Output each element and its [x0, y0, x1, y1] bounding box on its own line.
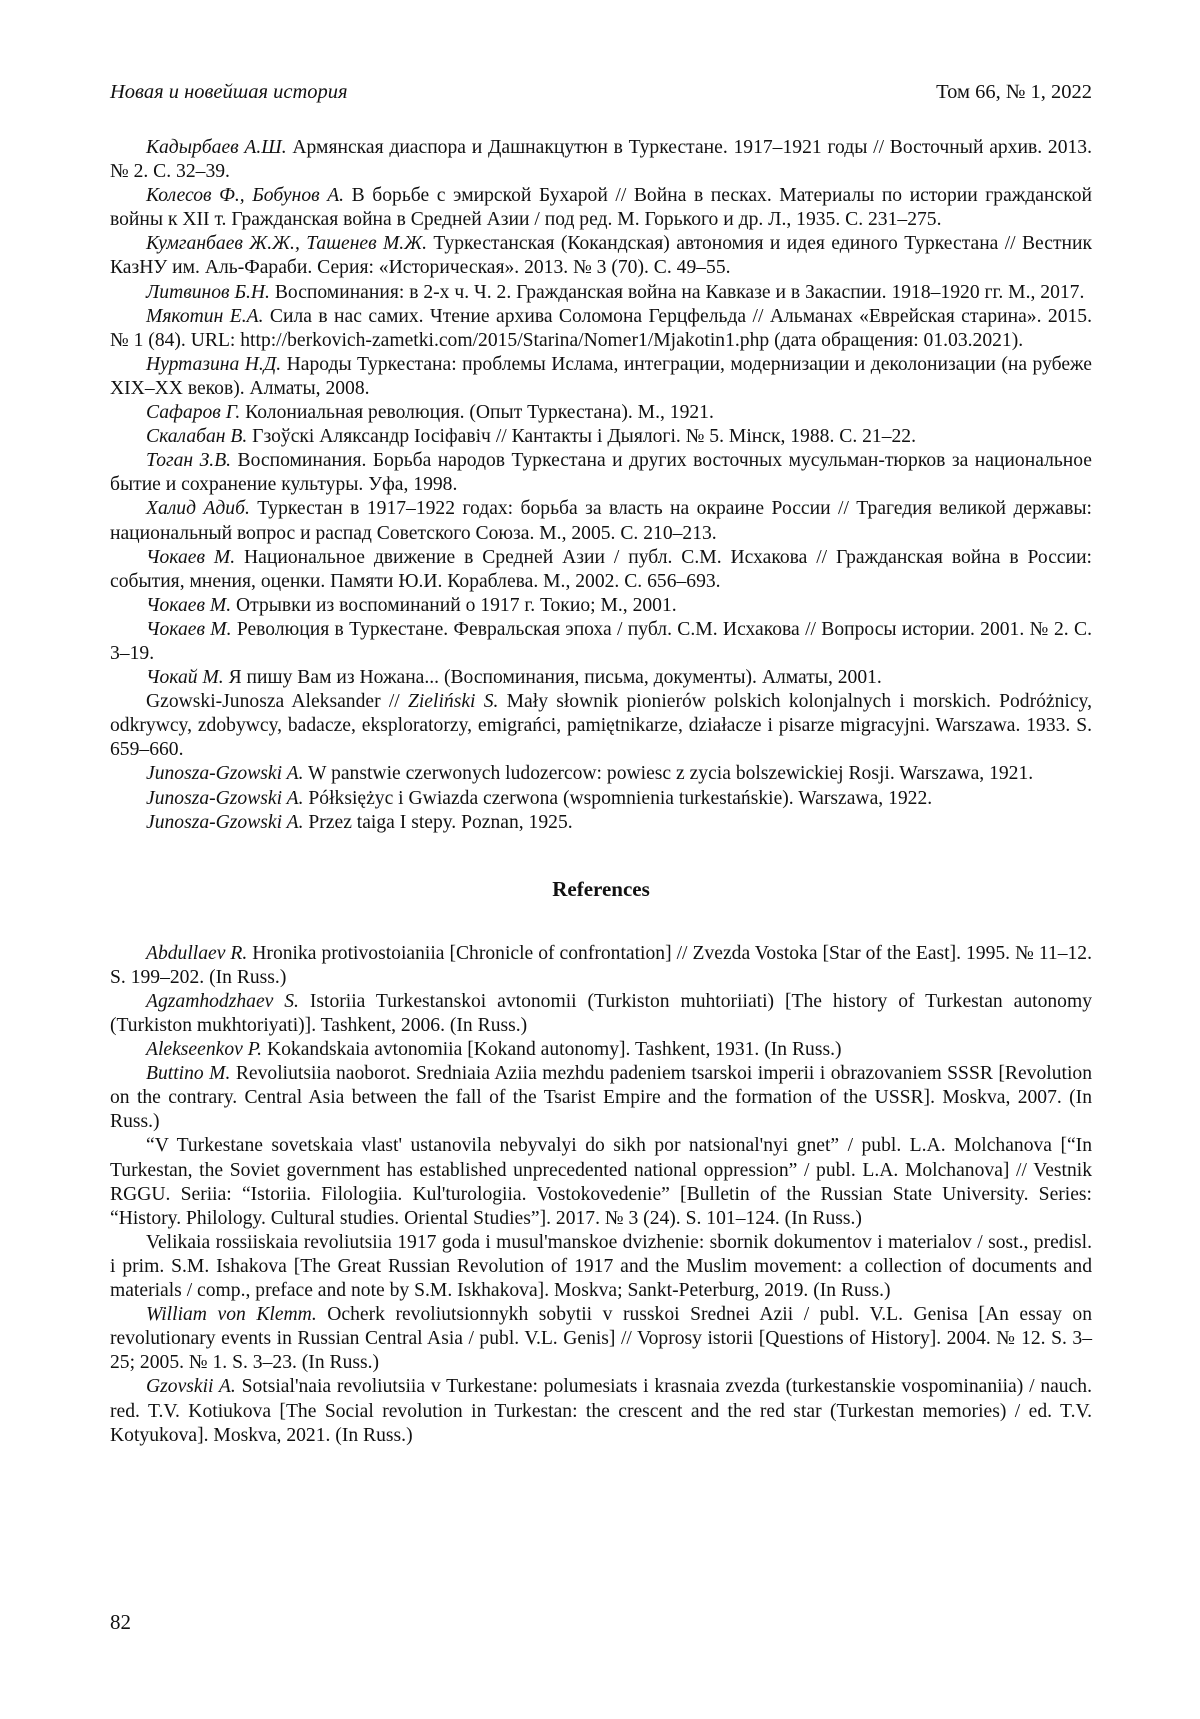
- bibliography-entry: [110, 184, 1092, 232]
- entry-text: Velikaia rossiiskaia revoliutsiia 1917 goda i musul'manskoe dvizhenie: sbornik dokumentov i materi­alov / sost., predisl. i prim. S.M. Ishakova [The Great Russian Revolution of 1917 and the Muslim move­ment: a collection of documents and materials / comp., preface and note by S.M. Iskhakova]. Moskva; Sankt-Peterburg, 2019. (In Russ.): [110, 1232, 1092, 1301]
- entry-text: Sotsial'naia revoliutsiia v Turkestane: polumesiats i krasnaia zvezda (turkestanskie vospo­minaniia) / nauch. red. T.V. Kotiukova [The Social revolution in Turkestan: the crescent and the red star (Turkestan memories) / ed. T.V. Kotyukova]. Moskva, 2021. (In Russ.): [110, 1376, 1092, 1445]
- entry-authors: Agzamhodzhaev S.: [146, 991, 299, 1012]
- entry-text: Istoriia Turkestanskoi avtonomii (Turkiston muhtoriiati) [The history of Turkestan autonomy (Turkiston mukhtoriyati)]. Tashkent, 2006. (In Russ.): [110, 991, 1092, 1036]
- issue-info: Том 66, № 1, 2022: [936, 80, 1092, 104]
- entry-authors: Мякотин Е.А.: [146, 306, 263, 327]
- page-number: 82: [110, 1610, 131, 1634]
- entry-text: Народы Туркестана: проблемы Ислама, интеграции, модернизации и деколо­низации (на рубеже XIX–XX веков). Алматы, 2008.: [110, 354, 1092, 399]
- entry-authors: Халид Адиб.: [146, 498, 250, 519]
- entry-authors: Чокаев М.: [146, 547, 235, 568]
- entry-authors: Кумганбаев Ж.Ж., Ташенев М.Ж.: [146, 233, 427, 254]
- entry-text: Hronika protivostoianiia [Chronicle of confrontation] // Zvezda Vostoka [Star of the East]. 1995. № 11–12. S. 199–202. (In Russ.): [110, 943, 1092, 988]
- entry-text: Kokandskaia avtonomiia [Kokand autonomy]. Tashkent, 1931. (In Russ.): [262, 1039, 841, 1060]
- entry-authors: Сафаров Г.: [146, 402, 240, 423]
- entry-authors: Junosza-Gzowski A.: [146, 812, 303, 833]
- entry-text: Я пишу Вам из Ножана... (Воспоминания, письма, документы). Алматы, 2001.: [224, 667, 882, 688]
- bibliography-entry: [110, 811, 1092, 835]
- page-content: [110, 136, 1092, 1448]
- reference-entry: [110, 990, 1092, 1038]
- entry-prefix: Gzowski-Junosza Aleksander //: [146, 691, 408, 712]
- entry-text: Отрывки из воспоминаний о 1917 г. Токио; М., 2001.: [231, 595, 677, 616]
- entry-text: Туркестанская (Кокандская) автономия и идея единого Турке­стана // Вестник КазНУ им. Аль-Фараби. Серия: «Историческая». 2013. № 3 (70). С. 49–55.: [110, 233, 1092, 278]
- bibliography-entry: [110, 281, 1092, 305]
- entry-text: Национальное движение в Средней Азии / публ. С.М. Исхакова // Гражданская вой­на в России: события, мнения, оценки. Памяти Ю.И. Кораблева. М., 2002. С. 656–693.: [110, 547, 1092, 592]
- bibliography-entry: [110, 305, 1092, 353]
- reference-entry: [110, 1062, 1092, 1134]
- entry-text: “V Turkestane sovetskaia vlast' ustanovila nebyvalyi do sikh por natsional'nyi gnet” / publ. L.A. Mol­chanova [“In Turkestan, the Soviet government has established unprecedented national oppression” / publ. L.A. Molchanova] // Vestnik RGGU. Seriia: “Istoriia. Filologiia. Kul'turologiia. Vostokovedenie” [Bulletin of the Russian State University. Series: “History. Philology. Cultural studies. Oriental Studies”]. 2017. № 3 (24). S. 101–124. (In Russ.): [110, 1135, 1092, 1228]
- entry-authors: William von Klemm.: [146, 1304, 317, 1325]
- bibliography-entry: [110, 497, 1092, 545]
- entry-authors: Тоган З.В.: [146, 450, 231, 471]
- bibliography-list: [110, 136, 1092, 835]
- entry-text: Półksiężyc i Gwiazda czerwona (wspomnienia turkestańskie). Warszawa, 1922.: [303, 788, 932, 809]
- bibliography-entry: [110, 666, 1092, 690]
- reference-entry: [110, 1038, 1092, 1062]
- entry-text: Армянская диаспора и Дашнакцутюн в Туркестане. 1917–1921 годы // Восточ­ный архив. 2013. № 2. С. 32–39.: [110, 137, 1092, 182]
- entry-authors: Buttino M.: [146, 1063, 230, 1084]
- reference-entry: [110, 1375, 1092, 1447]
- entry-text: В борьбе с эмирской Бухарой // Война в песках. Материалы по истории гражданской войны к XII т. Гражданская война в Средней Азии / под ред. М. Горького и др. Л., 1935. С. 231–275.: [110, 185, 1092, 230]
- bibliography-entry: [110, 787, 1092, 811]
- bibliography-entry: [110, 136, 1092, 184]
- entry-text: Гзоўскі Аляксандр Іосіфавіч // Кантакты і Дыялогі. № 5. Мінск, 1988. С. 21–22.: [247, 426, 916, 447]
- references-heading: References: [110, 876, 1092, 902]
- entry-text: Mały słownik pionierów polskich kolonjalnych i morskich. Podróżnicy, odkrywcy, zdobywcy, badacze, eksploratorzy, emigrańci, pamiętnikarze, działacze i pisarze migracyjni. Warszawa. 1933. S. 659–660.: [110, 691, 1092, 760]
- entry-authors: Zieliński S.: [408, 691, 498, 712]
- bibliography-entry: [110, 401, 1092, 425]
- entry-authors: Чокаев М.: [146, 619, 232, 640]
- running-header: [110, 80, 1092, 104]
- bibliography-entry: [110, 232, 1092, 280]
- reference-entry: [110, 1134, 1092, 1230]
- bibliography-entry: [110, 618, 1092, 666]
- entry-text: Воспоминания. Борьба народов Туркестана и других восточных мусульман-тюрков за национальное бытие и сохранение культуры. Уфа, 1998.: [110, 450, 1092, 495]
- reference-entry: [110, 942, 1092, 990]
- entry-text: Przez taiga I stepy. Poznan, 1925.: [303, 812, 572, 833]
- journal-page: [0, 0, 1200, 1719]
- bibliography-entry: [110, 546, 1092, 594]
- entry-authors: Abdullaev R.: [146, 943, 247, 964]
- entry-authors: Gzovskii A.: [146, 1376, 236, 1397]
- entry-text: Туркестан в 1917–1922 годах: борьба за власть на окраине России // Трагедия вели­кой державы: национальный вопрос и распад Советского Союза. М., 2005. С. 210–213.: [110, 498, 1092, 543]
- bibliography-entry: [110, 594, 1092, 618]
- entry-authors: Скалабан В.: [146, 426, 247, 447]
- bibliography-entry: [110, 690, 1092, 762]
- entry-text: Колониальная революция. (Опыт Туркестана). М., 1921.: [240, 402, 714, 423]
- entry-authors: Alekseenkov P.: [146, 1039, 262, 1060]
- entry-text: Сила в нас самих. Чтение архива Соломона Герцфельда // Альманах «Еврейская старина». 2015. № 1 (84). URL: http://berkovich-zametki.com/2015/Starina/Nomer1/Mjakotin1.php (дата обращения: 01.03.2021).: [110, 306, 1092, 351]
- entry-authors: Junosza-Gzowski A.: [146, 788, 303, 809]
- entry-authors: Кадырбаев А.Ш.: [146, 137, 287, 158]
- entry-authors: Чокаев М.: [146, 595, 231, 616]
- entry-text: W panstwie czerwonych ludozercow: powiesc z zycia bolszewickiej Rosji. Warszawa, 1921.: [303, 763, 1033, 784]
- entry-text: Revoliutsiia naoborot. Sredniaia Aziia mezhdu padeniem tsarskoi imperii i obrazovaniem SSSR [Revolution on the contrary. Central Asia between the fall of the Tsarist Empire and the formation of the USSR]. Moskva, 2007. (In Russ.): [110, 1063, 1092, 1132]
- bibliography-entry: [110, 425, 1092, 449]
- bibliography-entry: [110, 449, 1092, 497]
- entry-authors: Нуртазина Н.Д.: [146, 354, 281, 375]
- references-list: [110, 942, 1092, 1448]
- bibliography-entry: [110, 353, 1092, 401]
- entry-text: Ocherk revoliutsionnykh sobytii v russkoi Srednei Azii / publ. V.L. Genisa [An es­say on revolutionary events in Russian Central Asia / publ. V.L. Genis] // Voprosy istorii [Questions of History]. 2004. № 12. S. 3–25; 2005. № 1. S. 3–23. (In Russ.): [110, 1304, 1092, 1373]
- bibliography-entry: [110, 762, 1092, 786]
- entry-text: Воспоминания: в 2-х ч. Ч. 2. Гражданская война на Кавказе и в Закаспии. 1918–1920 гг. М., 2017.: [270, 282, 1084, 303]
- reference-entry: [110, 1303, 1092, 1375]
- entry-authors: Литвинов Б.Н.: [146, 282, 270, 303]
- entry-authors: Чокай М.: [146, 667, 224, 688]
- reference-entry: [110, 1231, 1092, 1303]
- entry-authors: Junosza-Gzowski A.: [146, 763, 303, 784]
- entry-authors: Колесов Ф., Бобунов А.: [146, 185, 344, 206]
- entry-text: Революция в Туркестане. Февральская эпоха / публ. С.М. Исхакова // Вопросы ис­тории. 2001. № 2. С. 3–19.: [110, 619, 1092, 664]
- journal-title: Новая и новейшая история: [110, 80, 348, 104]
